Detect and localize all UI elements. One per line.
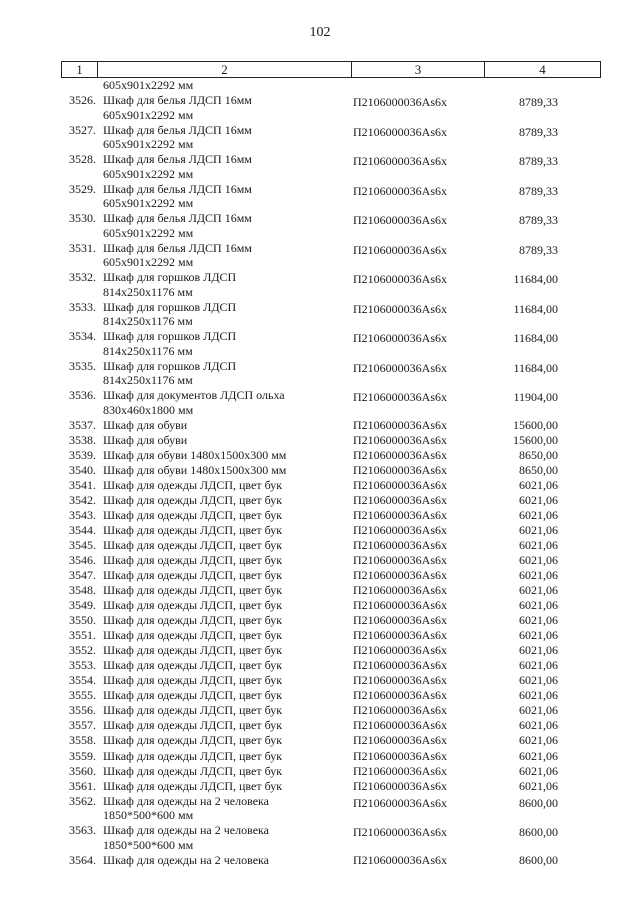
item-description — [103, 583, 282, 598]
table-row — [0, 688, 640, 703]
item-name: Шкаф для одежды ЛДСП, цвет бук — [103, 643, 283, 658]
item-price: 8600,00 — [519, 795, 558, 810]
item-price: 8789,33 — [519, 124, 558, 139]
item-price: 6021,06 — [519, 718, 558, 733]
row-number: 3526. — [69, 93, 96, 107]
item-code: П2106000036Аs6x — [353, 688, 448, 703]
item-description — [103, 613, 282, 628]
column-header-2: 2 — [98, 62, 352, 78]
row-number: 3558. — [69, 733, 96, 748]
item-description — [103, 658, 282, 673]
item-name: Шкаф для одежды ЛДСП, цвет бук — [103, 733, 283, 748]
row-number: 3535. — [69, 358, 96, 373]
item-price: 6021,06 — [519, 522, 558, 537]
item-description — [103, 508, 282, 523]
item-code: П2106000036Аs6x — [353, 331, 448, 345]
item-name: Шкаф для белья ЛДСП 16мм — [103, 240, 252, 255]
item-code: П2106000036Аs6x — [353, 552, 448, 567]
item-price: 6021,06 — [519, 477, 558, 492]
item-price: 11684,00 — [513, 301, 558, 316]
item-dimensions: 605x901x2292 мм — [103, 107, 194, 122]
item-price: 8789,33 — [519, 213, 558, 227]
item-description — [103, 359, 236, 388]
item-dimensions: 814x250x1176 мм — [103, 314, 193, 328]
item-name: Шкаф для одежды ЛДСП, цвет бук — [103, 673, 283, 688]
item-price: 6021,06 — [519, 598, 558, 613]
item-code: П2106000036Аs6x — [353, 598, 448, 613]
item-code: П2106000036Аs6x — [353, 154, 448, 168]
item-dimensions: 605x901x2292 мм — [103, 225, 194, 240]
table-row — [0, 553, 640, 568]
item-name: Шкаф для одежды ЛДСП, цвет бук — [103, 718, 283, 733]
item-name: Шкаф для одежды ЛДСП, цвет бук — [103, 598, 283, 613]
item-name: Шкаф для одежды ЛДСП, цвет бук — [103, 778, 283, 793]
table-row — [0, 643, 640, 658]
item-price: 6021,06 — [519, 537, 558, 552]
item-name: Шкаф для одежды ЛДСП, цвет бук — [103, 507, 283, 522]
item-description — [103, 478, 282, 493]
item-price: 6021,06 — [519, 673, 558, 688]
table-row — [0, 182, 640, 212]
item-price: 6021,06 — [519, 567, 558, 582]
table-row — [0, 463, 640, 478]
row-number: 3546. — [69, 552, 96, 567]
item-description — [103, 673, 282, 688]
item-name: Шкаф для одежды ЛДСП, цвет бук — [103, 583, 283, 598]
row-number: 3543. — [69, 507, 96, 522]
price-list — [0, 78, 640, 868]
table-row — [0, 764, 640, 779]
row-number: 3537. — [69, 417, 96, 432]
row-number: 3548. — [69, 583, 96, 598]
item-name: Шкаф для белья ЛДСП 16мм — [103, 211, 252, 225]
table-row — [0, 241, 640, 271]
row-number: 3527. — [69, 122, 96, 137]
row-number: 3540. — [69, 462, 96, 477]
item-price: 6021,06 — [519, 643, 558, 658]
item-name: Шкаф для одежды ЛДСП, цвет бук — [103, 567, 283, 582]
item-name: Шкаф для одежды ЛДСП, цвет бук — [103, 703, 283, 718]
row-number: 3530. — [69, 211, 96, 225]
row-number: 3528. — [69, 152, 96, 166]
item-price: 8650,00 — [519, 462, 558, 477]
row-number: 3544. — [69, 522, 96, 537]
row-number: 3554. — [69, 673, 96, 688]
column-header — [61, 61, 601, 78]
item-description — [103, 794, 269, 823]
item-code: П2106000036Аs6x — [353, 242, 448, 257]
table-row — [0, 211, 640, 241]
row-number: 3539. — [69, 447, 96, 462]
item-description — [103, 241, 252, 270]
table-row — [0, 433, 640, 448]
column-header-1: 1 — [62, 62, 98, 78]
item-price: 15600,00 — [513, 432, 558, 447]
item-price: 8600,00 — [519, 852, 558, 867]
item-name: Шкаф для одежды ЛДСП, цвет бук — [103, 537, 283, 552]
item-description — [103, 779, 282, 794]
item-description — [103, 703, 282, 718]
item-price: 6021,06 — [519, 507, 558, 522]
item-code: П2106000036Аs6x — [353, 272, 448, 286]
item-price: 6021,06 — [519, 688, 558, 703]
item-price: 11684,00 — [513, 331, 558, 345]
item-name: Шкаф для одежды на 2 человека — [103, 852, 270, 867]
row-number: 3541. — [69, 477, 96, 492]
item-code: П2106000036Аs6x — [353, 537, 448, 552]
item-price: 6021,06 — [519, 613, 558, 628]
item-description — [103, 749, 282, 764]
continuation-line — [0, 78, 640, 93]
item-description — [103, 329, 236, 358]
item-name: Шкаф для одежды на 2 человека — [103, 793, 270, 808]
row-number: 3555. — [69, 688, 96, 703]
item-price: 6021,06 — [519, 492, 558, 507]
item-price: 6021,06 — [519, 733, 558, 748]
table-row — [0, 538, 640, 553]
item-description — [103, 553, 282, 568]
table-row — [0, 673, 640, 688]
item-code: П2106000036Аs6x — [353, 417, 448, 432]
item-code: П2106000036Аs6x — [353, 492, 448, 507]
item-code: П2106000036Аs6x — [353, 613, 448, 628]
item-description — [103, 853, 269, 868]
item-code: П2106000036Аs6x — [353, 432, 448, 447]
item-name: Шкаф для одежды ЛДСП, цвет бук — [103, 522, 283, 537]
item-description — [103, 388, 285, 417]
row-number: 3564. — [69, 852, 96, 867]
table-row — [0, 733, 640, 748]
item-description — [103, 433, 187, 448]
item-name: Шкаф для горшков ЛДСП — [103, 358, 237, 373]
row-number: 3545. — [69, 537, 96, 552]
item-code: П2106000036Аs6x — [353, 124, 448, 139]
row-number: 3542. — [69, 492, 96, 507]
item-description — [103, 270, 236, 299]
item-description — [103, 733, 282, 748]
item-description — [103, 152, 252, 181]
item-price: 6021,06 — [519, 763, 558, 778]
item-price: 6021,06 — [519, 703, 558, 718]
item-code: П2106000036Аs6x — [353, 852, 448, 867]
continuation-text: 605x901x2292 мм — [103, 78, 194, 92]
row-number: 3552. — [69, 643, 96, 658]
item-name: Шкаф для горшков ЛДСП — [103, 270, 237, 284]
table-row — [0, 493, 640, 508]
row-number: 3563. — [69, 823, 96, 838]
item-dimensions: 605x901x2292 мм — [103, 166, 194, 181]
item-name: Шкаф для одежды ЛДСП, цвет бук — [103, 492, 283, 507]
item-dimensions: 814x250x1176 мм — [103, 373, 193, 387]
item-description — [103, 568, 282, 583]
item-name: Шкаф для одежды ЛДСП, цвет бук — [103, 748, 283, 763]
row-number: 3557. — [69, 718, 96, 733]
item-code: П2106000036Аs6x — [353, 213, 448, 227]
page-number: 102 — [309, 25, 331, 40]
item-price: 6021,06 — [519, 552, 558, 567]
item-description — [103, 448, 286, 463]
item-price: 8650,00 — [519, 447, 558, 462]
item-name: Шкаф для обуви 1480x1500x300 мм — [103, 462, 287, 477]
table-row — [0, 703, 640, 718]
row-number: 3559. — [69, 748, 96, 763]
item-code: П2106000036Аs6x — [353, 95, 448, 109]
table-row — [0, 418, 640, 433]
item-code: П2106000036Аs6x — [353, 733, 448, 748]
item-code: П2106000036Аs6x — [353, 628, 448, 643]
row-number: 3534. — [69, 329, 96, 343]
item-price: 6021,06 — [519, 778, 558, 793]
table-row — [0, 853, 640, 868]
item-dimensions: 1850*500*600 мм — [103, 837, 194, 852]
item-description — [103, 688, 282, 703]
table-row — [0, 568, 640, 583]
table-row — [0, 300, 640, 330]
table-row — [0, 779, 640, 794]
row-number: 3532. — [69, 270, 96, 284]
item-code: П2106000036Аs6x — [353, 583, 448, 598]
item-price: 6021,06 — [519, 658, 558, 673]
column-header-3: 3 — [352, 62, 485, 78]
item-code: П2106000036Аs6x — [353, 462, 448, 477]
item-code: П2106000036Аs6x — [353, 522, 448, 537]
item-name: Шкаф для одежды ЛДСП, цвет бук — [103, 477, 283, 492]
item-name: Шкаф для одежды ЛДСП, цвет бук — [103, 628, 283, 643]
item-code: П2106000036Аs6x — [353, 360, 448, 375]
item-dimensions: 605x901x2292 мм — [103, 196, 194, 210]
item-dimensions: 814x250x1176 мм — [103, 343, 193, 358]
table-row — [0, 123, 640, 153]
item-code: П2106000036Аs6x — [353, 567, 448, 582]
item-code: П2106000036Аs6x — [353, 825, 448, 840]
item-price: 8789,33 — [519, 154, 558, 168]
table-row — [0, 583, 640, 598]
item-name: Шкаф для белья ЛДСП 16мм — [103, 93, 252, 107]
table-row — [0, 658, 640, 673]
item-code: П2106000036Аs6x — [353, 658, 448, 673]
item-code: П2106000036Аs6x — [353, 778, 448, 793]
table-row — [0, 523, 640, 538]
item-name: Шкаф для обуви — [103, 432, 188, 447]
item-dimensions: 830x460x1800 мм — [103, 402, 194, 417]
item-price: 8789,33 — [519, 183, 558, 198]
item-code: П2106000036Аs6x — [353, 703, 448, 718]
item-name: Шкаф для документов ЛДСП ольха — [103, 388, 285, 402]
item-price: 11904,00 — [513, 390, 558, 404]
row-number: 3562. — [69, 793, 96, 808]
row-number: 3561. — [69, 778, 96, 793]
item-dimensions: 605x901x2292 мм — [103, 255, 194, 269]
item-code: П2106000036Аs6x — [353, 748, 448, 763]
item-price: 8789,33 — [519, 95, 558, 109]
item-code: П2106000036Аs6x — [353, 718, 448, 733]
column-header-4: 4 — [485, 62, 601, 78]
table-row — [0, 794, 640, 824]
item-name: Шкаф для одежды на 2 человека — [103, 823, 270, 838]
item-code: П2106000036Аs6x — [353, 447, 448, 462]
table-row — [0, 628, 640, 643]
row-number: 3538. — [69, 432, 96, 447]
row-number: 3547. — [69, 567, 96, 582]
item-code: П2106000036Аs6x — [353, 795, 448, 810]
item-price: 11684,00 — [513, 360, 558, 375]
row-number: 3549. — [69, 598, 96, 613]
row-number: 3556. — [69, 703, 96, 718]
item-price: 11684,00 — [513, 272, 558, 286]
item-name: Шкаф для горшков ЛДСП — [103, 299, 237, 314]
table-row — [0, 749, 640, 764]
item-description — [103, 764, 282, 779]
item-price: 8789,33 — [519, 242, 558, 257]
item-description — [103, 123, 252, 152]
item-name: Шкаф для обуви — [103, 417, 188, 432]
item-code: П2106000036Аs6x — [353, 763, 448, 778]
item-price: 8600,00 — [519, 825, 558, 840]
item-code: П2106000036Аs6x — [353, 390, 448, 404]
item-price: 6021,06 — [519, 583, 558, 598]
row-number: 3560. — [69, 763, 96, 778]
table-row — [0, 93, 640, 123]
item-dimensions: 605x901x2292 мм — [103, 137, 194, 151]
item-description — [103, 493, 282, 508]
item-name: Шкаф для белья ЛДСП 16мм — [103, 122, 252, 137]
table-row — [0, 329, 640, 359]
item-name: Шкаф для обуви 1480x1500x300 мм — [103, 447, 287, 462]
item-code: П2106000036Аs6x — [353, 477, 448, 492]
item-description — [103, 598, 282, 613]
item-description — [103, 463, 286, 478]
item-description — [103, 628, 282, 643]
item-description — [103, 300, 236, 329]
row-number: 3536. — [69, 388, 96, 402]
item-description — [103, 93, 252, 122]
table-row — [0, 823, 640, 853]
item-name: Шкаф для горшков ЛДСП — [103, 329, 237, 343]
item-description — [103, 523, 282, 538]
item-name: Шкаф для одежды ЛДСП, цвет бук — [103, 613, 283, 628]
table-row — [0, 478, 640, 493]
item-dimensions: 1850*500*600 мм — [103, 808, 194, 823]
item-description — [103, 643, 282, 658]
item-description — [103, 823, 269, 852]
item-name: Шкаф для белья ЛДСП 16мм — [103, 181, 252, 196]
table-row — [0, 152, 640, 182]
table-row — [0, 388, 640, 418]
item-price: 6021,06 — [519, 628, 558, 643]
table-row — [0, 448, 640, 463]
item-price: 15600,00 — [513, 417, 558, 432]
table-row — [0, 718, 640, 733]
row-number: 3531. — [69, 240, 96, 255]
item-name: Шкаф для одежды ЛДСП, цвет бук — [103, 552, 283, 567]
item-code: П2106000036Аs6x — [353, 643, 448, 658]
item-description — [103, 418, 187, 433]
item-code: П2106000036Аs6x — [353, 301, 448, 316]
table-row — [0, 508, 640, 523]
row-number: 3551. — [69, 628, 96, 643]
item-description — [103, 182, 252, 211]
item-description — [103, 718, 282, 733]
item-name: Шкаф для белья ЛДСП 16мм — [103, 152, 252, 166]
item-code: П2106000036Аs6x — [353, 183, 448, 198]
item-code: П2106000036Аs6x — [353, 673, 448, 688]
item-name: Шкаф для одежды ЛДСП, цвет бук — [103, 763, 283, 778]
item-price: 6021,06 — [519, 748, 558, 763]
item-description — [103, 211, 252, 240]
item-code: П2106000036Аs6x — [353, 507, 448, 522]
item-description — [103, 538, 282, 553]
table-row — [0, 598, 640, 613]
row-number: 3529. — [69, 181, 96, 196]
item-dimensions: 814x250x1176 мм — [103, 284, 193, 299]
row-number: 3533. — [69, 299, 96, 314]
item-name: Шкаф для одежды ЛДСП, цвет бук — [103, 688, 283, 703]
table-row — [0, 359, 640, 389]
row-number: 3553. — [69, 658, 96, 673]
row-number: 3550. — [69, 613, 96, 628]
table-row — [0, 613, 640, 628]
table-row — [0, 270, 640, 300]
item-name: Шкаф для одежды ЛДСП, цвет бук — [103, 658, 283, 673]
